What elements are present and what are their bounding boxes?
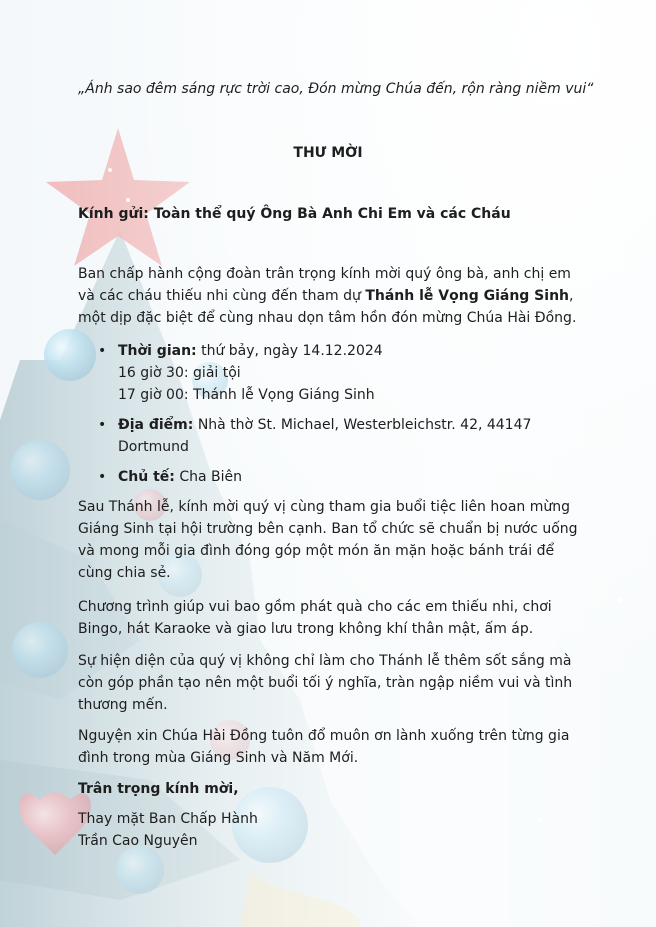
program-paragraph: Chương trình giúp vui bao gồm phát quà cho các em thiếu nhi, chơi Bingo, hát Karaoke và giao lưu trong không khí thân mật, ấm áp.	[78, 599, 552, 637]
opening-quote: „Ánh sao đêm sáng rực trời cao, Đón mừng Chúa đến, rộn ràng niềm vui“	[78, 81, 594, 97]
page-title: THƯ MỜI	[293, 145, 363, 161]
signer-name: Trần Cao Nguyên	[78, 833, 198, 849]
place-label: Địa điểm:	[118, 417, 194, 433]
party-paragraph: Sau Thánh lễ, kính mời quý vị cùng tham gia buổi tiệc liên hoan mừng Giáng Sinh tại hội trường bên cạnh. Ban tổ chức sẽ chuẩn bị nước uống và mong mỗi gia đình đóng góp một món ăn mặn hoặc bánh trái để cùng chia sẻ.	[78, 499, 578, 581]
time-confession: 16 giờ 30: giải tội	[118, 365, 241, 381]
closing-on-behalf: Thay mặt Ban Chấp Hành	[78, 811, 258, 827]
recipient-line: Kính gửi: Toàn thể quý Ông Bà Anh Chi Em và các Cháu	[78, 206, 511, 222]
blessing-paragraph: Nguyện xin Chúa Hài Đồng tuôn đổ muôn ơn lành xuống trên từng gia đình trong mùa Giáng Sinh và Năm Mới.	[78, 728, 570, 766]
list-item-celebrant	[78, 466, 578, 488]
list-item-time	[78, 340, 578, 406]
time-mass: 17 giờ 00: Thánh lễ Vọng Giáng Sinh	[118, 387, 375, 403]
celebrant-label: Chủ tế:	[118, 469, 175, 485]
bullet-icon: •	[98, 343, 107, 359]
closing-regards: Trân trọng kính mời,	[78, 781, 239, 797]
intro-paragraph	[78, 263, 578, 329]
intro-text-before: Ban chấp hành cộng đoàn trân trọng kính mời quý ông bà, anh chị em và các cháu thiếu nhi cùng đến tham dự	[78, 266, 571, 304]
bullet-icon: •	[98, 417, 107, 433]
bullet-icon: •	[98, 469, 107, 485]
event-details-list	[78, 340, 578, 496]
intro-text-after: , một dịp đặc biệt để cùng nhau dọn tâm hồn đón mừng Chúa Hài Đồng.	[78, 288, 577, 326]
list-item-place	[78, 414, 578, 458]
time-value: thứ bảy, ngày 14.12.2024	[201, 343, 383, 359]
presence-paragraph: Sự hiện diện của quý vị không chỉ làm cho Thánh lễ thêm sốt sắng mà còn góp phần tạo nên một buổi tối ý nghĩa, tràn ngập niềm vui và tình thương mến.	[78, 653, 573, 713]
time-label: Thời gian:	[118, 343, 197, 359]
place-value: Nhà thờ St. Michael, Westerbleichstr. 42, 44147	[197, 417, 532, 433]
intro-highlight: Thánh lễ Vọng Giáng Sinh	[365, 288, 569, 304]
place-city: Dortmund	[118, 439, 189, 455]
celebrant-value: Cha Biên	[179, 469, 242, 485]
